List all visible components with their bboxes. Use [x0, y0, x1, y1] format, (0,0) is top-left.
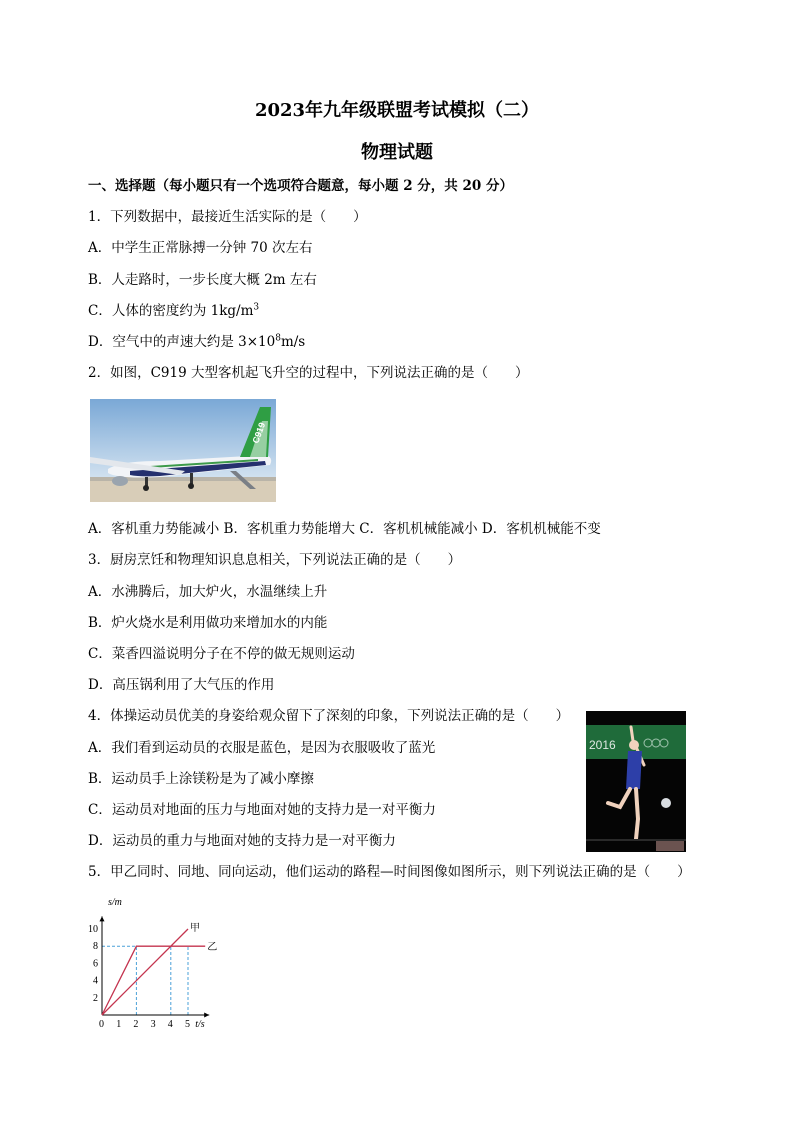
q3-option-a: A．水沸腾后，加大炉火，水温继续上升 — [88, 584, 328, 600]
q1-option-d-text: D．空气中的声速大约是 3×10 — [88, 334, 276, 350]
series-label-jia: 甲 — [190, 923, 200, 934]
q1-option-d — [88, 334, 305, 350]
y-tick-label: 10 — [88, 924, 98, 935]
q5-stem: 5．甲乙同时、同地、同向运动，他们运动的路程—时间图像如图所示，则下列说法正确的是（ ） — [88, 864, 691, 880]
q1-option-a: A．中学生正常脉搏一分钟 70 次左右 — [88, 240, 313, 256]
q3-option-d: D．高压锅利用了大气压的作用 — [88, 677, 275, 693]
gymnast-illustration — [586, 711, 686, 852]
q1-stem: 1．下列数据中，最接近生活实际的是（ ） — [88, 209, 367, 225]
y-axis-label: s/m — [108, 897, 122, 908]
x-axis-label: t/s — [195, 1019, 205, 1030]
x-axis-arrow — [204, 1013, 209, 1018]
rio-2016-banner-text: 2016 — [589, 738, 616, 752]
y-tick-label: 8 — [93, 941, 98, 953]
q3-stem: 3．厨房烹饪和物理知识息息相关，下列说法正确的是（ ） — [88, 552, 462, 568]
q4-stem: 4．体操运动员优美的身姿给观众留下了深刻的印象，下列说法正确的是（ ） — [88, 708, 570, 724]
y-tick-label: 4 — [93, 975, 98, 987]
q1-option-b: B．人走路时，一步长度大概 2m 左右 — [88, 272, 317, 288]
q1-option-d-exponent: 8 — [275, 333, 281, 344]
x-tick-label: 2 — [133, 1019, 139, 1030]
q4-option-a: A．我们看到运动员的衣服是蓝色，是因为衣服吸收了蓝光 — [88, 740, 436, 756]
q3-option-c: C．菜香四溢说明分子在不停的做无规则运动 — [88, 646, 355, 662]
q3-option-b: B．炉火烧水是利用做功来增加水的内能 — [88, 615, 328, 631]
airplane-illustration — [90, 399, 276, 502]
q2-stem: 2．如图，C919 大型客机起飞升空的过程中，下列说法正确的是（ ） — [88, 365, 529, 381]
q1-option-c-exponent: 3 — [253, 302, 260, 313]
x-tick-label: 3 — [150, 1019, 156, 1030]
series-label-yi: 乙 — [207, 942, 218, 954]
y-tick-label: 6 — [93, 958, 98, 970]
series-line-yi — [102, 946, 205, 1015]
series-line-jia — [102, 929, 188, 1015]
q2-options: A．客机重力势能减小 B．客机重力势能增大 C．客机机械能减小 D．客机机械能不变 — [88, 521, 601, 537]
q1-option-d-unit: m/s — [280, 334, 306, 350]
q4-option-b: B．运动员手上涂镁粉是为了减小摩擦 — [88, 771, 314, 787]
c919-airplane-photo — [90, 399, 276, 502]
q1-option-c — [88, 303, 259, 319]
q4-option-c: C．运动员对地面的压力与地面对她的支持力是一对平衡力 — [88, 802, 436, 818]
x-tick-label: 0 — [99, 1019, 104, 1030]
y-axis-arrow — [100, 916, 105, 921]
subject-title: 物理试题 — [361, 142, 433, 163]
section-heading: 一、选择题（每小题只有一个选项符合题意，每小题 2 分，共 20 分） — [88, 178, 513, 194]
q1-option-c-text: C．人体的密度约为 1kg/m — [88, 303, 254, 319]
gymnast-photo — [586, 711, 686, 852]
q4-option-d: D．运动员的重力与地面对她的支持力是一对平衡力 — [88, 833, 396, 849]
x-tick-label: 5 — [185, 1019, 190, 1030]
tail-c919-label: C919 — [250, 421, 268, 445]
distance-time-graph — [86, 896, 236, 1030]
exam-title: 2023年九年级联盟考试模拟（二） — [254, 100, 540, 121]
x-tick-label: 1 — [116, 1019, 122, 1030]
x-tick-label: 4 — [167, 1019, 173, 1030]
y-tick-label: 2 — [93, 992, 98, 1004]
